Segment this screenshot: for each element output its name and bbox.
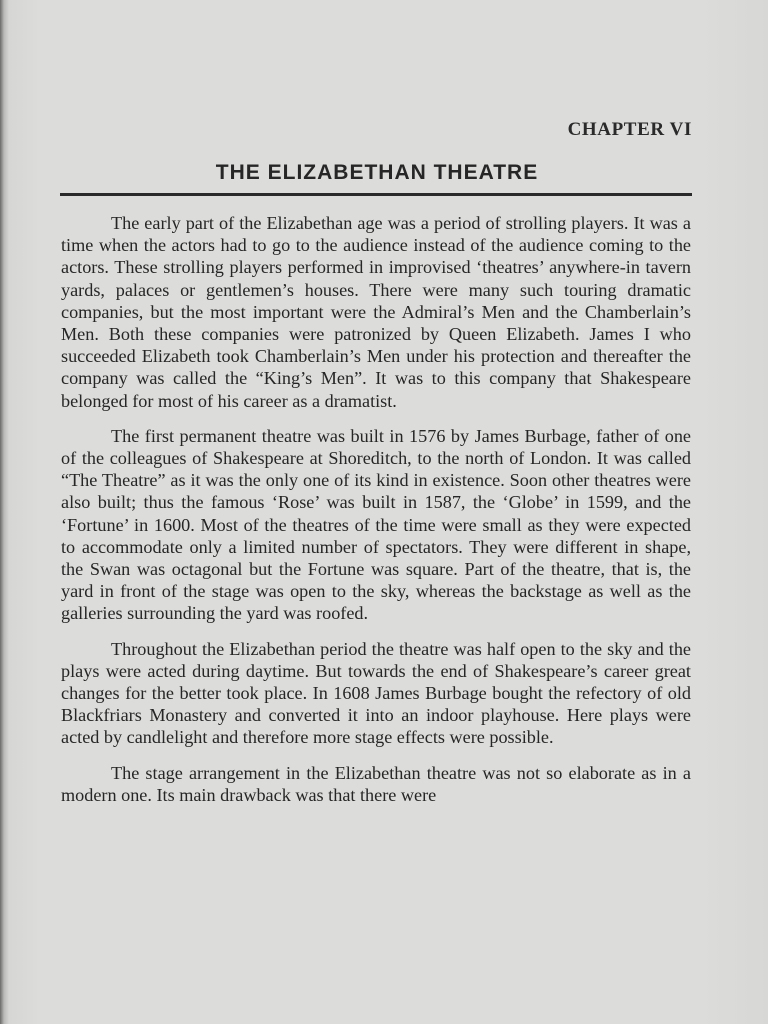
- paragraph-4: The stage arrangement in the Elizabethan theatre was not so elaborate as in a modern one. Its main drawback was that there were: [61, 762, 691, 805]
- chapter-title: THE ELIZABETHAN THEATRE: [215, 161, 539, 184]
- paragraph-1: The early part of the Elizabethan age was a period of strolling players. It was a time when the actors had to go to the audience instead of the audience coming to the actors. These strolling players performed in improvised ‘theatres’ anywhere-in tavern yards, palaces or gentlemen’s houses. There were many such touring dramatic companies, but the most important were the Admiral’s Men and the Chamberlain’s Men. Both these companies were patronized by Queen Elizabeth. James I who succeeded Elizabeth took Chamberlain’s Men under his protection and thereafter the company was called the “King’s Men”. It was to this company that Shakespeare belonged for most of his career as a dramatist.: [61, 213, 691, 411]
- chapter-number: CHAPTER VI: [567, 119, 692, 140]
- paragraph-3: Throughout the Elizabethan period the theatre was half open to the sky and the plays were acted during daytime. But towards the end of Shakespeare’s career great changes for the better took place. In 1608 James Burbage bought the refectory of old Blackfriars Monastery and converted it into an indoor playhouse. Here plays were acted by candlelight and therefore more stage effects were possible.: [61, 638, 691, 748]
- title-underline: [60, 193, 692, 196]
- body-text: [61, 212, 691, 806]
- paragraph-2: The first permanent theatre was built in 1576 by James Burbage, father of one of the colleagues of Shakespeare at Shoreditch, to the north of London. It was called “The Theatre” as it was the only one of its kind in existence. Soon other theatres were also built; thus the famous ‘Rose’ was built in 1587, the ‘Globe’ in 1599, and the ‘Fortune’ in 1600. Most of the theatres of the time were small as they were expected to accommodate only a limited number of spectators. They were different in shape, the Swan was octagonal but the Fortune was square. Part of the theatre, that is, the yard in front of the stage was open to the sky, whereas the backstage as well as the galleries surrounding the yard was roofed.: [61, 425, 691, 624]
